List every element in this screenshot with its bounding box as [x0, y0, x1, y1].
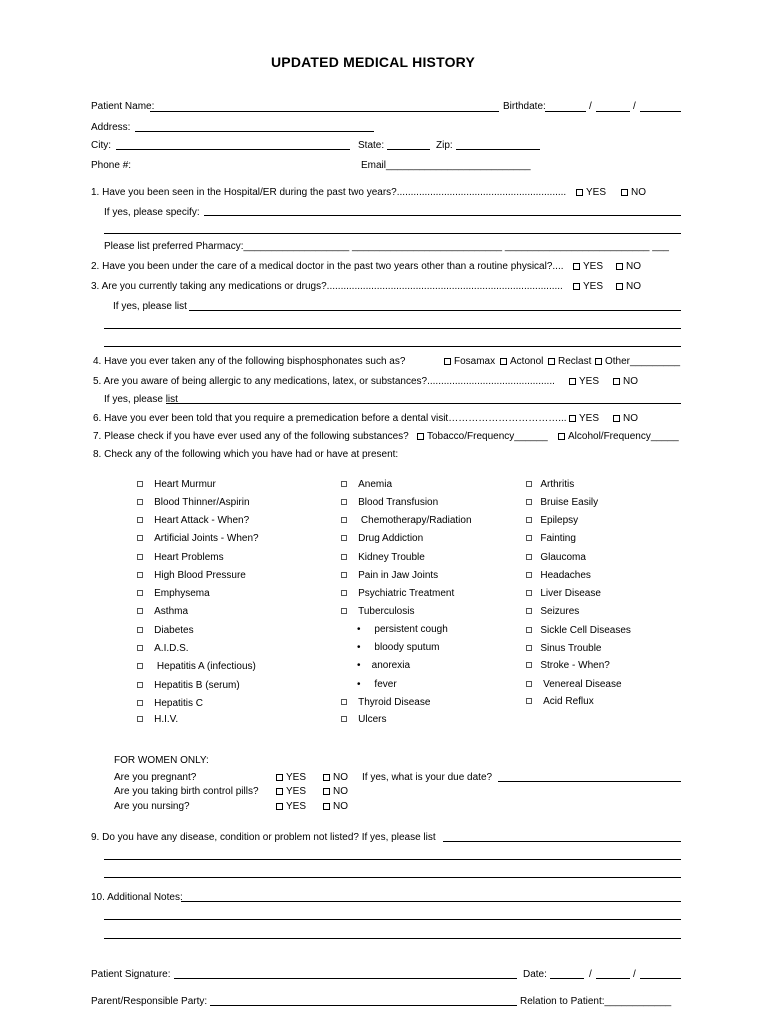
checkbox-icon — [137, 517, 143, 523]
zip-label: Zip: — [436, 140, 453, 151]
pregnant-no-option[interactable]: NO — [323, 772, 348, 783]
q7-tobacco-option[interactable]: Tobacco/Frequency______ — [417, 431, 548, 442]
birthdate-month-field[interactable] — [545, 111, 586, 112]
q3-list-field[interactable] — [189, 310, 681, 311]
condition-acid-reflux[interactable]: Acid Reflux — [526, 696, 594, 707]
condition-emphysema[interactable]: Emphysema — [137, 588, 210, 599]
date-slash: / — [589, 969, 592, 980]
q4-actonol-option[interactable]: Actonol — [500, 356, 543, 367]
condition-fainting[interactable]: Fainting — [526, 533, 576, 544]
checkbox-icon — [576, 189, 583, 196]
bullet-icon: • — [357, 642, 361, 653]
checkbox-icon — [341, 481, 347, 487]
checkbox-icon — [341, 535, 347, 541]
condition-arthritis[interactable]: Arthritis — [526, 479, 574, 490]
question-1: 1. Have you been seen in the Hospital/ER during the past two years?............................................................. — [91, 187, 567, 198]
birth-control-no-option[interactable]: NO — [323, 786, 348, 797]
checkbox-icon — [526, 499, 532, 505]
checkbox-icon — [137, 535, 143, 541]
birth-control-yes-option[interactable]: YES — [276, 786, 306, 797]
nursing-no-option[interactable]: NO — [323, 801, 348, 812]
checkbox-icon — [276, 803, 283, 810]
patient-name-field[interactable] — [150, 111, 499, 112]
checkbox-icon — [616, 263, 623, 270]
checkbox-icon — [526, 681, 532, 687]
condition-ulcers[interactable]: Ulcers — [341, 714, 386, 725]
checkbox-icon — [137, 682, 143, 688]
checkbox-icon — [276, 774, 283, 781]
q5-list-label: If yes, please list — [104, 394, 178, 405]
subcondition-bloody-sputum: • bloody sputum — [357, 642, 440, 653]
pharmacy-label[interactable]: Please list preferred Pharmacy:___________________ ___________________________ __________________________ ___ — [104, 241, 669, 252]
parent-label: Parent/Responsible Party: — [91, 996, 208, 1007]
phone-label: Phone #: — [91, 160, 132, 171]
city-label: City: — [91, 140, 111, 151]
condition-artificial-joints[interactable]: Artificial Joints - When? — [137, 533, 259, 544]
q2-no-option[interactable]: NO — [616, 261, 641, 272]
question-8: 8. Check any of the following which you have had or have at present: — [93, 449, 399, 460]
q9-field-2[interactable] — [104, 859, 681, 860]
email-label[interactable]: Email__________________________ — [361, 160, 531, 171]
checkbox-icon — [323, 774, 330, 781]
checkbox-icon — [137, 572, 143, 578]
checkbox-icon — [137, 627, 143, 633]
checkbox-icon — [526, 627, 532, 633]
q4-reclast-option[interactable]: Reclast — [548, 356, 591, 367]
bullet-icon: • — [357, 660, 361, 671]
checkbox-icon — [417, 433, 424, 440]
date-month-field[interactable] — [550, 978, 584, 979]
condition-hepatitis-a[interactable]: Hepatitis A (infectious) — [137, 661, 256, 672]
pregnant-question: Are you pregnant? — [114, 772, 197, 783]
q1-specify-field-2[interactable] — [104, 233, 681, 234]
question-6: 6. Have you ever been told that you require a premedication before a dental visit……………………………... — [93, 413, 567, 424]
question-9: 9. Do you have any disease, condition or problem not listed? If yes, please list — [91, 832, 436, 843]
q5-yes-option[interactable]: YES — [569, 376, 599, 387]
question-4: 4. Have you ever taken any of the following bisphosphonates such as? — [93, 356, 406, 367]
checkbox-icon — [137, 590, 143, 596]
condition-drug-addiction[interactable]: Drug Addiction — [341, 533, 423, 544]
address-label: Address: — [91, 122, 131, 133]
checkbox-icon — [137, 716, 143, 722]
relation-label[interactable]: Relation to Patient:____________ — [520, 996, 672, 1007]
birthdate-day-field[interactable] — [596, 111, 630, 112]
condition-tuberculosis[interactable]: Tuberculosis — [341, 606, 414, 617]
subcondition-persistent-cough: • persistent cough — [357, 624, 448, 635]
condition-liver-disease[interactable]: Liver Disease — [526, 588, 601, 599]
q3-yes-option[interactable]: YES — [573, 281, 603, 292]
checkbox-icon — [526, 481, 532, 487]
checkbox-icon — [526, 554, 532, 560]
date-slash: / — [633, 969, 636, 980]
q3-list-field-2[interactable] — [104, 328, 681, 329]
condition-hiv[interactable]: H.I.V. — [137, 714, 178, 725]
subcondition-anorexia: • anorexia — [357, 660, 410, 671]
condition-thyroid[interactable]: Thyroid Disease — [341, 697, 430, 708]
condition-bruise-easily[interactable]: Bruise Easily — [526, 497, 598, 508]
checkbox-icon — [137, 608, 143, 614]
checkbox-icon — [276, 788, 283, 795]
question-5: 5. Are you aware of being allergic to any medications, latex, or substances?.............................................. — [93, 376, 555, 387]
birthdate-slash: / — [633, 101, 636, 112]
q1-yes-option[interactable]: YES — [576, 187, 606, 198]
notes-field[interactable] — [181, 901, 681, 902]
question-3: 3. Are you currently taking any medications or drugs?..................................................................................... — [91, 281, 563, 292]
checkbox-icon — [526, 590, 532, 596]
q3-no-option[interactable]: NO — [616, 281, 641, 292]
date-label: Date: — [523, 969, 547, 980]
question-10: 10. Additional Notes: — [91, 892, 183, 903]
checkbox-icon — [444, 358, 451, 365]
checkbox-icon — [137, 554, 143, 560]
q7-alcohol-option[interactable]: Alcohol/Frequency_____ — [558, 431, 679, 442]
q5-list-field[interactable] — [166, 403, 681, 404]
birthdate-year-field[interactable] — [640, 111, 681, 112]
condition-stroke[interactable]: Stroke - When? — [526, 660, 610, 671]
q2-yes-option[interactable]: YES — [573, 261, 603, 272]
notes-field-2[interactable] — [104, 919, 681, 920]
birthdate-label: Birthdate: — [503, 101, 546, 112]
due-date-field[interactable] — [498, 781, 681, 782]
q5-no-option[interactable]: NO — [613, 376, 638, 387]
q3-list-label: If yes, please list — [113, 301, 187, 312]
q4-other-option[interactable]: Other_________ — [595, 356, 680, 367]
checkbox-icon — [323, 803, 330, 810]
nursing-yes-option[interactable]: YES — [276, 801, 306, 812]
checkbox-icon — [341, 716, 347, 722]
question-2: 2. Have you been under the care of a medical doctor in the past two years other than a routine physical?.... — [91, 261, 564, 272]
condition-diabetes[interactable]: Diabetes — [137, 625, 194, 636]
condition-hepatitis-b[interactable]: Hepatitis B (serum) — [137, 680, 240, 691]
subcondition-fever: • fever — [357, 679, 397, 690]
checkbox-icon — [341, 608, 347, 614]
checkbox-icon — [137, 499, 143, 505]
page-title: UPDATED MEDICAL HISTORY — [271, 54, 475, 70]
notes-field-3[interactable] — [104, 938, 681, 939]
checkbox-icon — [613, 378, 620, 385]
birth-control-question: Are you taking birth control pills? — [114, 786, 259, 797]
women-section-heading: FOR WOMEN ONLY: — [114, 755, 209, 766]
checkbox-icon — [341, 499, 347, 505]
checkbox-icon — [341, 590, 347, 596]
birthdate-slash: / — [589, 101, 592, 112]
q1-no-option[interactable]: NO — [621, 187, 646, 198]
checkbox-icon — [613, 415, 620, 422]
signature-field[interactable] — [174, 978, 517, 979]
condition-sinus-trouble[interactable]: Sinus Trouble — [526, 643, 602, 654]
condition-heart-problems[interactable]: Heart Problems — [137, 552, 224, 563]
checkbox-icon — [323, 788, 330, 795]
condition-epilepsy[interactable]: Epilepsy — [526, 515, 578, 526]
checkbox-icon — [569, 378, 576, 385]
date-year-field[interactable] — [640, 978, 681, 979]
date-day-field[interactable] — [596, 978, 630, 979]
condition-seizures[interactable]: Seizures — [526, 606, 579, 617]
condition-aids[interactable]: A.I.D.S. — [137, 643, 189, 654]
q1-specify-label: If yes, please specify: — [104, 207, 200, 218]
checkbox-icon — [621, 189, 628, 196]
checkbox-icon — [137, 663, 143, 669]
question-7: 7. Please check if you have ever used any of the following substances? — [93, 431, 409, 442]
checkbox-icon — [137, 645, 143, 651]
checkbox-icon — [526, 698, 532, 704]
checkbox-icon — [137, 481, 143, 487]
condition-jaw-pain[interactable]: Pain in Jaw Joints — [341, 570, 438, 581]
city-field[interactable] — [116, 149, 350, 150]
signature-label: Patient Signature: — [91, 969, 171, 980]
condition-asthma[interactable]: Asthma — [137, 606, 188, 617]
checkbox-icon — [573, 263, 580, 270]
address-field[interactable] — [135, 131, 374, 132]
checkbox-icon — [341, 554, 347, 560]
checkbox-icon — [548, 358, 555, 365]
checkbox-icon — [526, 572, 532, 578]
condition-glaucoma[interactable]: Glaucoma — [526, 552, 586, 563]
checkbox-icon — [341, 517, 347, 523]
checkbox-icon — [341, 572, 347, 578]
checkbox-icon — [341, 699, 347, 705]
checkbox-icon — [137, 700, 143, 706]
checkbox-icon — [526, 662, 532, 668]
state-label: State: — [358, 140, 385, 151]
checkbox-icon — [595, 358, 602, 365]
nursing-question: Are you nursing? — [114, 801, 190, 812]
checkbox-icon — [500, 358, 507, 365]
q6-yes-option[interactable]: YES — [569, 413, 599, 424]
condition-sickle-cell[interactable]: Sickle Cell Diseases — [526, 625, 631, 636]
q9-field-3[interactable] — [104, 877, 681, 878]
due-date-label: If yes, what is your due date? — [362, 772, 493, 783]
parent-field[interactable] — [210, 1005, 517, 1006]
q3-list-field-3[interactable] — [104, 346, 681, 347]
condition-headaches[interactable]: Headaches — [526, 570, 591, 581]
condition-heart-murmur[interactable]: Heart Murmur — [137, 479, 216, 490]
condition-heart-attack[interactable]: Heart Attack - When? — [137, 515, 249, 526]
q1-specify-field[interactable] — [204, 215, 681, 216]
patient-name-label: Patient Name: — [91, 101, 155, 112]
bullet-icon: • — [357, 624, 361, 635]
condition-chemotherapy[interactable]: Chemotherapy/Radiation — [341, 515, 472, 526]
q9-field[interactable] — [443, 841, 681, 842]
state-field[interactable] — [387, 149, 430, 150]
condition-anemia[interactable]: Anemia — [341, 479, 392, 490]
condition-psychiatric[interactable]: Psychiatric Treatment — [341, 588, 454, 599]
bullet-icon: • — [357, 679, 361, 690]
checkbox-icon — [526, 535, 532, 541]
condition-blood-transfusion[interactable]: Blood Transfusion — [341, 497, 438, 508]
checkbox-icon — [616, 283, 623, 290]
checkbox-icon — [526, 517, 532, 523]
condition-high-blood-pressure[interactable]: High Blood Pressure — [137, 570, 246, 581]
zip-field[interactable] — [456, 149, 540, 150]
checkbox-icon — [526, 645, 532, 651]
checkbox-icon — [526, 608, 532, 614]
pregnant-yes-option[interactable]: YES — [276, 772, 306, 783]
condition-blood-thinner[interactable]: Blood Thinner/Aspirin — [137, 497, 250, 508]
q4-fosamax-option[interactable]: Fosamax — [444, 356, 495, 367]
checkbox-icon — [558, 433, 565, 440]
q6-no-option[interactable]: NO — [613, 413, 638, 424]
condition-kidney-trouble[interactable]: Kidney Trouble — [341, 552, 425, 563]
condition-venereal-disease[interactable]: Venereal Disease — [526, 679, 622, 690]
checkbox-icon — [569, 415, 576, 422]
condition-hepatitis-c[interactable]: Hepatitis C — [137, 698, 203, 709]
checkbox-icon — [573, 283, 580, 290]
